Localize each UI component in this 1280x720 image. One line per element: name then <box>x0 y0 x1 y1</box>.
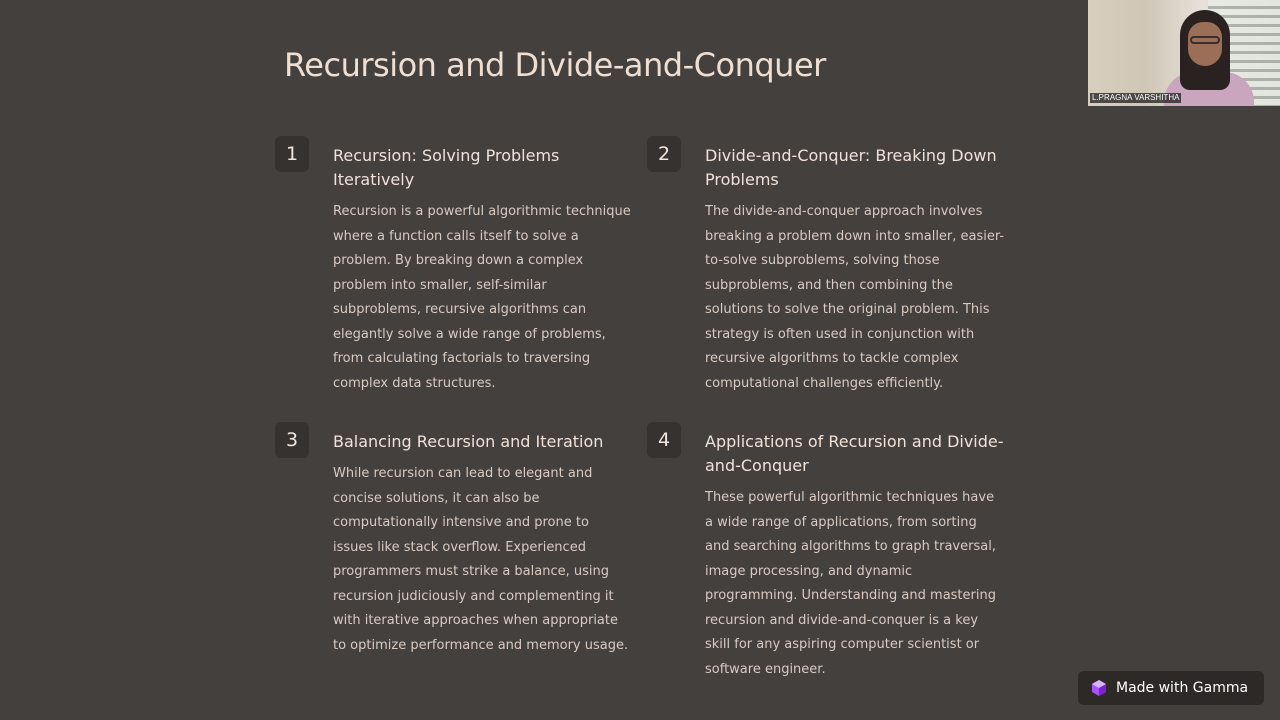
card-body: The divide-and-conquer approach involves breaking a problem down into smaller, easier-to-solve subproblems, solving those subproblems, and then combining the solutions to solve the original problem. This strategy is often used in conjunction with recursive algorithms to tackle complex computational challenges efficiently. <box>705 204 1005 391</box>
card-heading: Divide-and-Conquer: Breaking Down Problems <box>705 146 997 189</box>
card-body: Recursion is a powerful algorithmic technique where a function calls itself to solve a problem. By breaking down a complex problem into smaller, self-similar subproblems, recursive algorithms can elegantly solve a wide range of problems, from calculating factorials to traversing complex data structures. <box>333 204 631 391</box>
gamma-logo-icon <box>1090 679 1108 697</box>
card-number-badge: 3 <box>275 422 309 458</box>
card-number-badge: 2 <box>647 136 681 172</box>
participant-glasses <box>1190 36 1220 44</box>
card-number-badge: 4 <box>647 422 681 458</box>
card-body: While recursion can lead to elegant and concise solutions, it can also be computationally intensive and prone to issues like stack overflow. Experienced programmers must strike a balance, using recursion judiciously and complementing it with iterative approaches when appropriate to optimize performance and memory usage. <box>333 466 629 653</box>
card-heading: Recursion: Solving Problems Iteratively <box>333 146 560 189</box>
made-with-gamma-button[interactable] <box>1078 671 1264 705</box>
card-number-badge: 1 <box>275 136 309 172</box>
card-body: These powerful algorithmic techniques have a wide range of applications, from sorting and searching algorithms to graph traversal, image processing, and dynamic programming. Understanding and mastering recursion and divide-and-conquer is a key skill for any aspiring computer scientist or software engineer. <box>705 490 996 677</box>
participant-video-tile[interactable] <box>1088 0 1280 106</box>
card-heading: Applications of Recursion and Divide-and-Conquer <box>705 432 1004 475</box>
made-with-gamma-label: Made with Gamma <box>1116 680 1249 696</box>
participant-name-label: L.PRAGNA VARSHITHA <box>1092 93 1180 102</box>
participant-face <box>1188 22 1222 66</box>
card-heading: Balancing Recursion and Iteration <box>333 432 604 451</box>
slide-title: Recursion and Divide-and-Conquer <box>284 46 826 84</box>
